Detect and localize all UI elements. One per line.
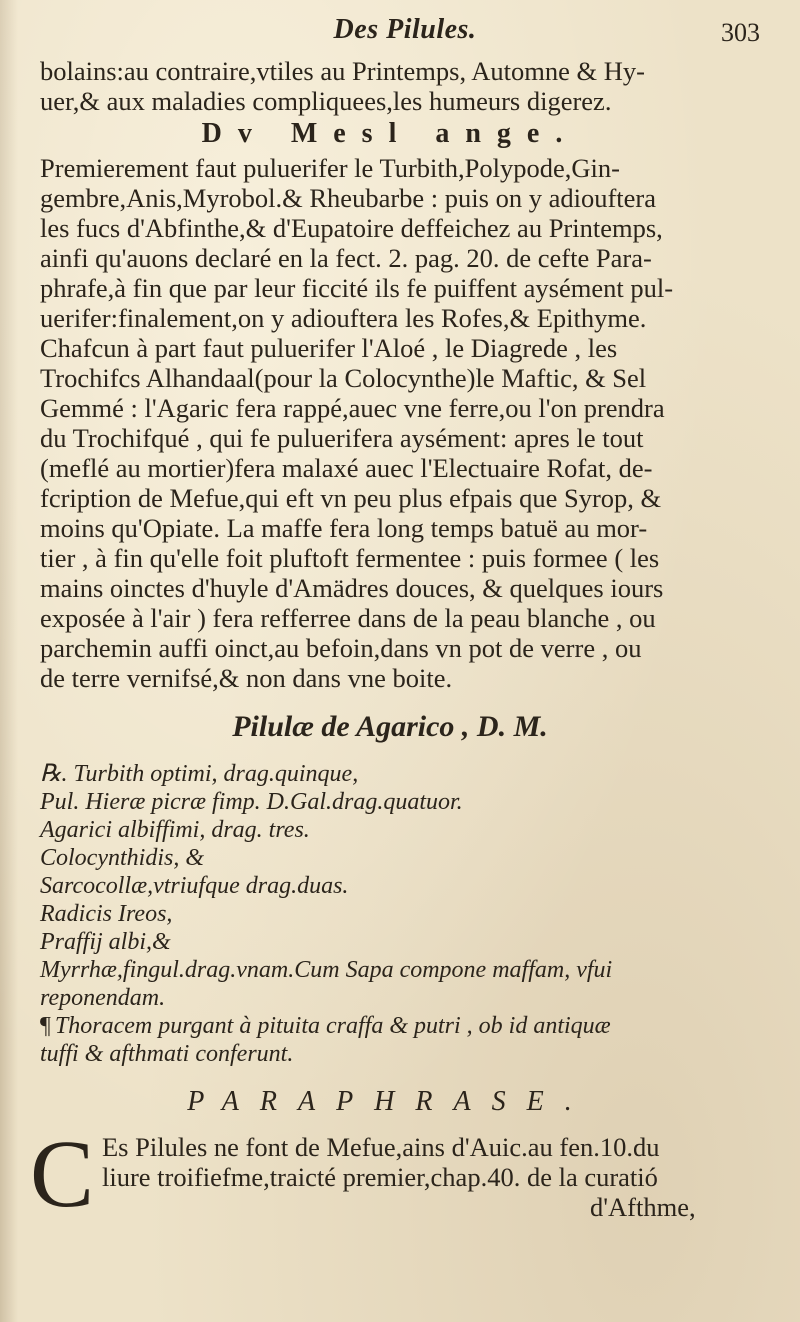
paraphrase-heading: PARAPHRASE. xyxy=(187,1086,593,1117)
recipe-line: Myrrhæ,fingul.drag.vnam.Cum Sapa compone maffam, vfui xyxy=(40,957,613,983)
text-line: uer,& aux maladies compliquees,les humeurs digerez. xyxy=(40,86,612,116)
text-line: Es Pilules ne font de Mefue,ains d'Auic.au fen.10.du xyxy=(102,1132,660,1162)
recipe-line: Pul. Hieræ picræ fimp. D.Gal.drag.quatuor. xyxy=(40,789,463,815)
text-line: Trochifcs Alhandaal(pour la Colocynthe)le Maftic, & Sel xyxy=(40,363,647,393)
pilcrow-mark: ¶ xyxy=(40,1013,51,1039)
recipe-line: Sarcocollæ,vtriufque drag.duas. xyxy=(40,873,349,899)
text-line: parchemin auffi oinct,au befoin,dans vn pot de verre , ou xyxy=(40,633,642,663)
recipe-line: Colocynthidis, & xyxy=(40,845,204,871)
text-line: fcription de Mefue,qui eft vn peu plus efpais que Syrop, & xyxy=(40,483,662,513)
text-line: les fucs d'Abfinthe,& d'Eupatoire deffeichez au Printemps, xyxy=(40,213,663,243)
recipe-line: reponendam. xyxy=(40,985,166,1011)
text-line: mains oinctes d'huyle d'Amädres douces, & quelques iours xyxy=(40,573,664,603)
page-number: 303 xyxy=(721,18,760,47)
text-line: Gemmé : l'Agaric fera rappé,auec vne ferre,ou l'on prendra xyxy=(40,393,665,423)
text-line: phrafe,à fin que par leur ficcité ils fe puiffent aysément pul- xyxy=(40,273,674,303)
recipe-line: tuffi & afthmati conferunt. xyxy=(40,1041,294,1067)
text-line: d'Afthme, xyxy=(590,1192,696,1222)
text-line: ainfi qu'auons declaré en la fect. 2. pag. 20. de cefte Para- xyxy=(40,243,652,273)
text-line: gembre,Anis,Myrobol.& Rheubarbe : puis on y adiouftera xyxy=(40,183,656,213)
text-line: du Trochifqué , qui fe puluerifera aysément: apres le tout xyxy=(40,423,644,453)
section-heading: Dv Mesl ange. xyxy=(201,118,579,149)
drop-cap: C xyxy=(30,1120,95,1227)
text-line: Premierement faut puluerifer le Turbith,Polypode,Gin- xyxy=(40,153,620,183)
text-line: uerifer:finalement,on y adiouftera les Rofes,& Epithyme. xyxy=(40,303,647,333)
recipe-line: Radicis Ireos, xyxy=(40,901,173,927)
text-line: (meflé au mortier)fera malaxé auec l'Electuaire Rofat, de- xyxy=(40,453,653,483)
recipe-title: Pilulæ de Agarico , D. M. xyxy=(232,710,548,743)
text-line: bolains:au contraire,vtiles au Printemps, Automne & Hy- xyxy=(40,56,645,86)
text-line: Chafcun à part faut puluerifer l'Aloé , le Diagrede , les xyxy=(40,333,618,363)
text-line: de terre vernifsé,& non dans vne boite. xyxy=(40,663,453,693)
text-line: exposée à l'air ) fera refferree dans de la peau blanche , ou xyxy=(40,603,656,633)
recipe-line: Praffij albi,& xyxy=(40,929,171,955)
recipe-line: Agarici albiffimi, drag. tres. xyxy=(40,817,310,843)
page-header xyxy=(40,8,770,50)
running-title: Des Pilules. xyxy=(333,14,477,45)
text-line: moins qu'Opiate. La maffe fera long temps batuë au mor- xyxy=(40,513,648,543)
recipe-note-text: Thoracem purgant à pituita craffa & putri , ob id antiquæ xyxy=(54,1013,611,1039)
text-line: tier , à fin qu'elle foit pluftoft fermentee : puis formee ( les xyxy=(40,543,660,573)
recipe-note-line xyxy=(40,1012,611,1040)
text-line: liure troifiefme,traicté premier,chap.40. de la curatió xyxy=(102,1162,658,1192)
recipe-line: ℞. Turbith optimi, drag.quinque, xyxy=(40,761,359,787)
